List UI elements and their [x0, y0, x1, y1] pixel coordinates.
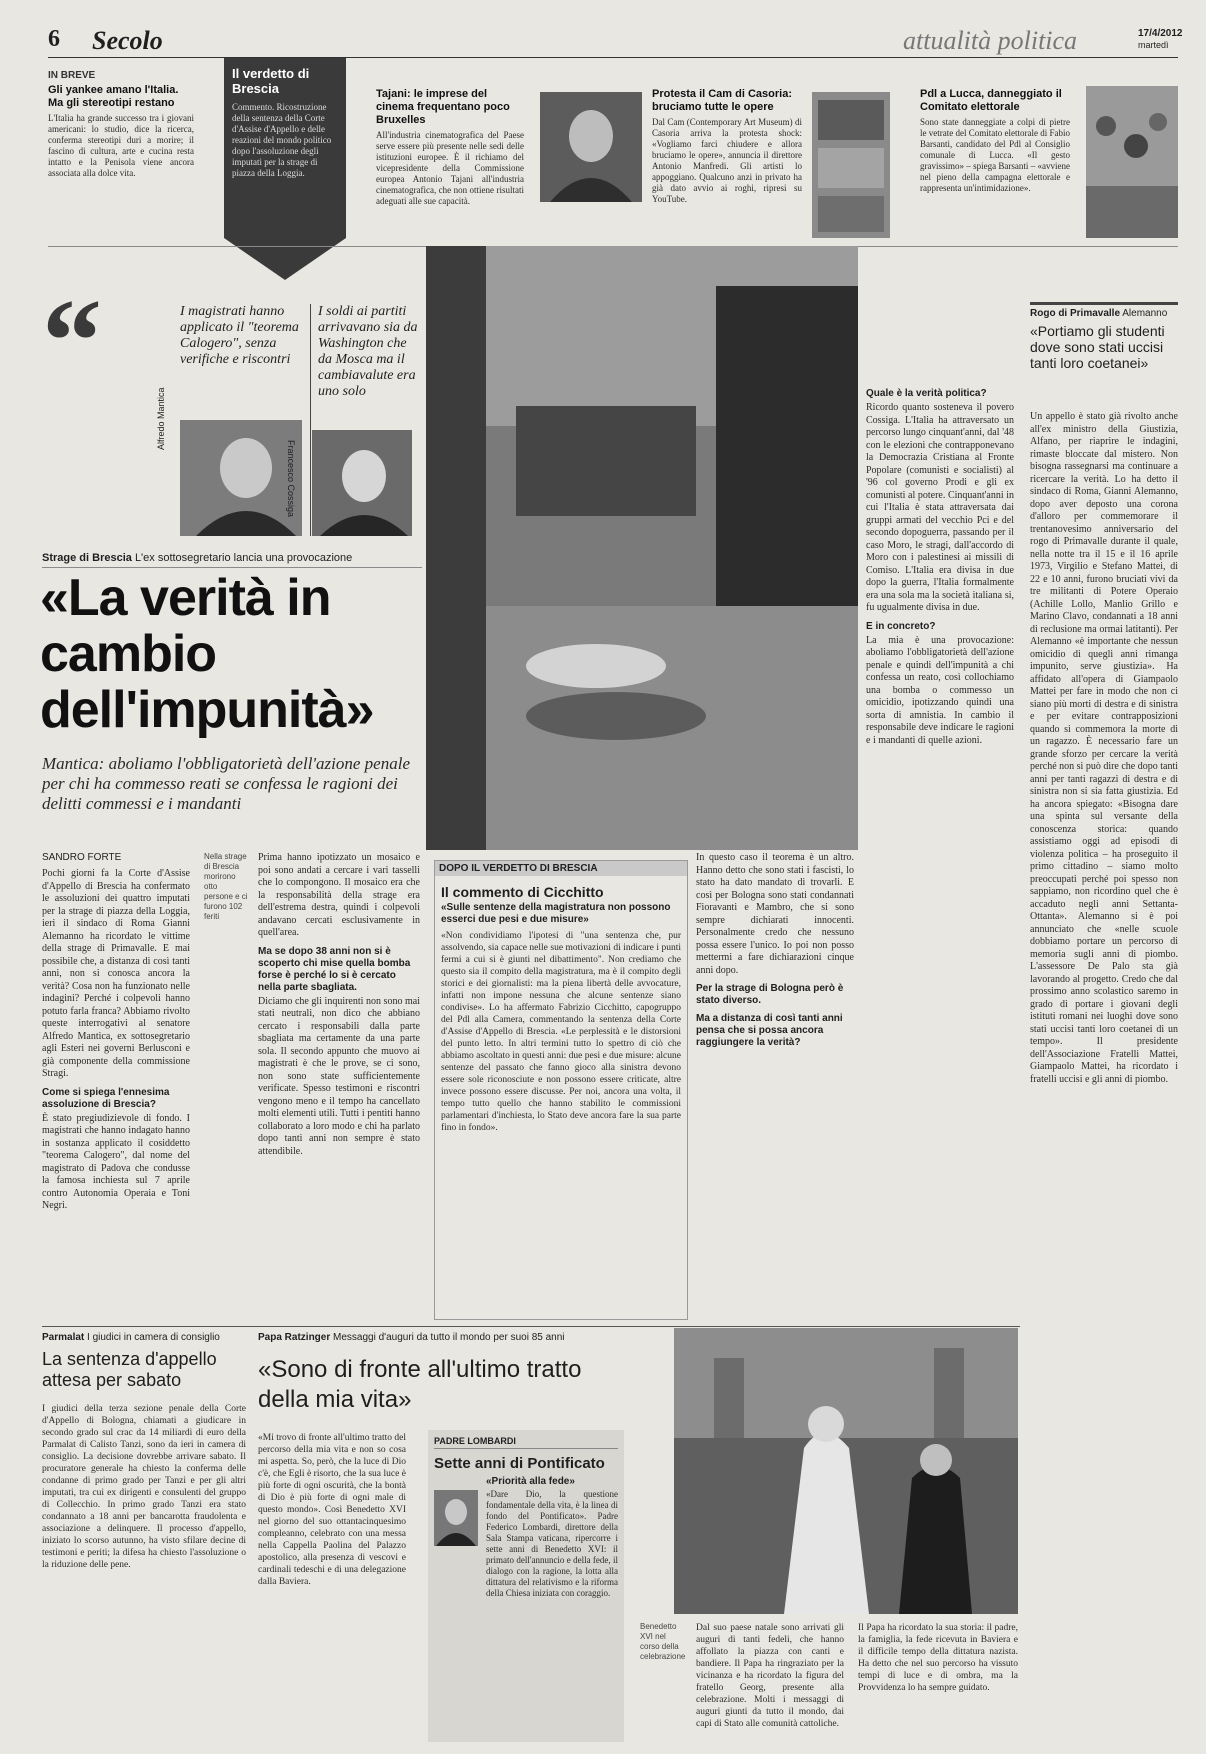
quote-cossiga: [318, 304, 420, 400]
verdetto-title: Il verdetto di Brescia: [232, 66, 310, 96]
in-breve-title: Gli yankee amano l'Italia. Ma gli stereotipi restano: [48, 84, 179, 109]
cicchitto-box-label: DOPO IL VERDETTO DI BRESCIA: [435, 861, 687, 876]
verdetto-box: [224, 58, 346, 238]
main-col3b-text: La mia è una provocazione: aboliamo l'obbligatorietà dell'azione penale e quindi dell'impunità a chi confessa un reato, così collochiamo una bomba o commesso un omicidio, ipotizzando quindi una sorta di amnistia. In cambio il responsabile deve indicare le ragioni e i mandanti di quelle azioni.: [866, 634, 1014, 746]
cicchitto-subtitle: «Sulle sentenze della magistratura non possono esserci due pesi e due misure»: [441, 902, 671, 925]
main-byline: SANDRO FORTE: [42, 852, 122, 863]
main-article-col1: [42, 868, 190, 1323]
main-col1b-text: È stato pregiudizievole di fondo. I magistrati che hanno indagato hanno in sostanza applicato il cosiddetto "teorema Calogero", dal nome del magistrato di Padova che condusse la famosa inchiesta sul 7 aprile contro Autonomia Operaia e Toni Negri.: [42, 1112, 190, 1211]
casoria-body: Dal Cam (Contemporary Art Museum) di Casoria arriva la protesta shock: «Vogliamo farci chiudere e allora bruciamo le opere», annuncia il direttore Antonio Manfredi. Gli artisti lo appoggiano. Qualcuno anzi in privato ha già dato avvio ai roghi, ripresi su YouTube.: [652, 117, 802, 204]
main-question-3: Quale è la verità politica?: [866, 388, 987, 399]
quote-marks-icon: “: [42, 274, 102, 407]
lombardi-photo: [434, 1490, 478, 1546]
main-col2b-text: Diciamo che gli inquirenti non sono mai stati neutrali, non dico che abbiano cercato i responsabili dalla parte sbagliata ma certamente da una parte sola. Il secondo appunto che muovo ai magistrati è che le prove, se ci sono, non sono state sufficientemente verificate. Spesso testimoni e riscontri vengono meno e il tempo ha cancellato molti elementi utili. Tutti i pentiti hanno collaborato a loro modo e chi ha parlato dopo tanti anni non sempre è stato attendibile.: [258, 995, 420, 1157]
cicchitto-body: «Non condividiamo l'ipotesi di "una sentenza che, pur assolvendo, sia capace nelle sue motivazioni di indicare i punti fermi a cui si è giunti nel dibattimento". Non crediamo che questo sia il compito della magistratura, ma è il compito degli storici e dei giornalisti: ma la piena libertà delle avvocature, infatti non impone nessuna che alcune sentenze siano condivise». Lo ha affermato Fabrizio Cicchitto, capogruppo del Pdl alla Camera, commentando la sentenza della Corte d'Assise d'Appello di Brescia. «Le perplessità e le distorsioni del punto letto. In altri termini tutto lo spettro di ciò che abbiamo ascoltato in questi anni: due pesi e due misure: alcune sentenze del passato che fanno gioco alla sinistra devono essere sole riconosciute e non possono essere criticate, altre invece possono essere discusse. Per noi, ancora una volta, il tempo tutto quello che hanno stabilito le commissioni parlamentari d'inchiesta, lo Stato deve ancora fare la sua parte fino in fondo».: [441, 931, 681, 1133]
mantica-photo-caption: Alfredo Mantica: [156, 387, 166, 450]
main-question-1: Come si spiega l'ennesima assoluzione di Brescia?: [42, 1086, 170, 1110]
quote-mantica: [180, 304, 300, 368]
parmalat-article: [42, 1332, 246, 1742]
tajani-portrait-image: [540, 92, 642, 202]
papa-body-1: «Mi trovo di fronte all'ultimo tratto del percorso della mia vita e non so cosa mi aspetta. So, però, che la luce di Dio c'è, che Egli è risorto, che la sua luce è più forte di ogni oscurità, che la bontà di Dio è più forte di ogni male di questo mondo». Così Benedetto XVI nel giorno del suo ottantacinquesimo compleanno, celebrato con una messa nella Cappella Paolina del Palazzo apostolico, alla presenza di vescovi e cardinali tedeschi e di una delegazione dalla Baviera.: [258, 1433, 406, 1587]
in-breve-box: [48, 70, 194, 230]
main-question-6: Per la strage di Bologna però è stato diverso.: [696, 983, 844, 1006]
tajani-photo: [540, 92, 642, 202]
mantica-portrait-image: [180, 420, 302, 536]
mantica-photo: [180, 420, 302, 536]
quote-cossiga-text: I soldi ai partiti arrivavano sia da Washington che da Mosca ma il cambiavalute era uno solo: [318, 304, 418, 399]
main-question-4: E in concreto?: [866, 620, 936, 632]
quote-mantica-text: I magistrati hanno applicato il "teorema Calogero", senza verifiche e riscontri: [180, 304, 299, 367]
main-kicker-bold: Strage di Brescia: [42, 552, 132, 564]
cossiga-portrait-image: [312, 430, 412, 536]
section-title: attualità politica: [903, 26, 1078, 55]
papa-col2: [696, 1622, 844, 1742]
parmalat-kicker-bold: Parmalat: [42, 1332, 85, 1343]
parmalat-body: I giudici della terza sezione penale della Corte d'Appello di Bologna, chiamati a giudicare in secondo grado sul crac da 14 miliardi di euro della Parmalat di Calisto Tanzi, sono da ieri in camera di consiglio. La decisione dovrebbe arrivare sabato. Il procuratore generale ha chiesto la conferma delle condanne di primo grado per Tanzi e per gli altri imputati, tra cui ex dirigenti e consulenti del gruppo di Collecchio. In primo grado Tanzi era stato condannato a 18 anni per bancarotta fraudolenta e associazione a delinquere. Il processo d'appello, iniziato lo scorso autunno, ha visto sfilare decine di testimoni e periti; la difesa ha chiesto l'assoluzione o la riduzione delle pene.: [42, 1404, 246, 1570]
cossiga-photo-caption: Francesco Cossiga: [286, 440, 296, 518]
papa-col1: [258, 1432, 406, 1742]
papa-photo-caption: Benedetto XVI nel corso della celebrazione: [640, 1622, 686, 1661]
main-headline: «La verità in cambio dell'impunità»: [40, 569, 374, 739]
lombardi-portrait-image: [434, 1490, 478, 1546]
lucca-crowd-image: [1086, 86, 1178, 238]
cicchitto-title: Il commento di Cicchitto: [441, 884, 604, 900]
main-article-col3: [866, 308, 1014, 1323]
main-col4-text: In questo caso il teorema è un altro. Hanno detto che sono stati i fascisti, lo stato ha dato mandato di trovarli. E così per Bologna sono stati condannati Fioravanti e Mambro, che si sono sempre dichiarati innocenti. Personalmente credo che nessuno possa essere l'unico. Io poi non posso mettermi a fare dichiarazioni cinque anni dopo.: [696, 852, 854, 976]
main-question-5: Ma a distanza di così tanti anni pensa che si possa ancora raggiungere la verità?: [696, 1013, 843, 1048]
lucca-title: Pdl a Lucca, danneggiato il Comitato elettorale: [920, 88, 1062, 113]
bottom-divider: [42, 1326, 1020, 1327]
parmalat-title: La sentenza d'appello attesa per sabato: [42, 1349, 217, 1390]
in-breve-kicker: IN BREVE: [48, 70, 96, 81]
main-col3-text: Ricordo quanto sosteneva il povero Cossiga. L'Italia ha attraversato un percorso lungo cinquant'anni, dal '48 con le elezioni che contrapponevano la Democrazia Cristiana al Fronte Popolare (comunisti e socialisti) al '96 col governo Prodi e gli ex comunisti al potere. Cinquant'anni in cui l'Italia è stata attraversata dai gruppi armati del vecchio Pci e del secondo dopoguerra, passando per il caso Moro, le stragi, dall'accordo di Moro con i palestinesi ai missili di Comiso. L'Italia era divisa in due dopo la guerra, l'Italia formalmente era una sola ma la società italiana si, fu ugualmente divisa in due.: [866, 402, 1014, 613]
main-article-kicker: [42, 552, 422, 564]
papa-kicker-text: Messaggi d'auguri da tutto il mondo per suoi 85 anni: [333, 1332, 565, 1343]
main-col2-text: Prima hanno ipotizzato un mosaico e poi sono andati a cercare i vari tasselli che lo compongono. Il mosaico era che la responsabilità della strage era dell'estrema destra, quindi i colpevoli andavano cercati esclusivamente in quell'area.: [258, 852, 420, 938]
cossiga-photo: [312, 430, 412, 536]
tajani-item: [376, 88, 524, 238]
paper-name: Secolo: [92, 26, 163, 55]
padre-body-wrap: [486, 1476, 618, 1727]
main-article-col4: [696, 852, 854, 1323]
verdetto-body: Commento. Ricostruzione della sentenza della Corte d'Assise d'Appello e delle reazioni del mondo politico dopo l'assoluzione degli imputati per la strage di piazza della Loggia.: [232, 102, 332, 178]
primavalle-kicker-bold: Rogo di Primavalle: [1030, 308, 1121, 319]
cicchitto-box: [434, 860, 688, 1320]
papa-col3: [858, 1622, 1018, 1742]
quote-divider: [310, 304, 311, 536]
page-number: 6: [48, 26, 60, 52]
tajani-body: All'industria cinematografica del Paese serve essere più presente nelle sedi delle istituzioni europee. È il richiamo del vicepresidente della Commissione europea Antonio Tajani all'industria cinematografica, che non ottiene risultati adeguati alle sue capacità.: [376, 130, 524, 206]
padre-subtitle: «Priorità alla fede»: [486, 1476, 575, 1487]
brescia-scene-image: [426, 246, 858, 850]
issue-date: 17/4/2012: [1138, 28, 1183, 39]
parmalat-kicker-text: I giudici in camera di consiglio: [87, 1332, 220, 1343]
main-col1-text: Pochi giorni fa la Corte d'Assise d'Appello di Brescia ha confermato le assoluzioni dei quattro imputati per la strage di piazza della Loggia, ieri il sindaco di Roma Gianni Alemanno ha ricordato le vittime della strage di Primavalle. E mai possibile che, a distanza di così tanti anni, non si conosca ancora la verità? Cosa non ha funzionato nelle indagini? Perché i colpevoli hanno potuto farla franca? Abbiamo rivolto queste interrogativi al senatore Alfredo Mantica, ex sottosegretario agli Esteri nei governi Berlusconi e già componente della commissione Stragi.: [42, 868, 190, 1079]
primavalle-title: «Portiamo gli studenti dove sono stati uccisi tanti loro coetanei»: [1030, 323, 1165, 371]
kicker-underline: [42, 567, 422, 568]
padre-body: «Dare Dio, la questione fondamentale della vita, è la linea di fondo del Pontificato». Padre Federico Lombardi, direttore della Sala Stampa vaticana, ripercorre i sette anni di Benedetto XVI: il primato dell'annuncio e della fede, il dialogo con la ragione, la lotta alla dittatura del relativismo e la riforma della Chiesa iniziata con coraggio.: [486, 1489, 618, 1598]
casoria-photo: [812, 92, 890, 238]
padre-lombardi-box: [428, 1430, 624, 1742]
casoria-item: [652, 88, 802, 238]
main-question-2: Ma se dopo 38 anni non si è scoperto chi mise quella bomba forse è perché lo si è cercato nella parte sbagliata.: [258, 945, 411, 993]
masthead: [48, 24, 1183, 58]
parmalat-kicker: [42, 1332, 246, 1343]
primavalle-kicker-text: Alemanno: [1122, 308, 1168, 319]
in-breve-body: L'Italia ha grande successo tra i giovani americani: lo studio, dice la ricerca, conferma stereotipi duri a morire; il fascino di cultura, arte e cucina resta intatto e la Penisola viene ancora associata alla dolce vita.: [48, 113, 194, 178]
papa-kicker: [258, 1332, 672, 1343]
lucca-body: Sono state danneggiate a colpi di pietre le vetrate del Comitato elettorale di Fabio Barsanti, candidato del Pdl al Consiglio comunale di Lucca. «Il gesto gravissimo» – spiega Barsanti – «avviene nel pieno della campagna elettorale e rappresenta un'intimidazione».: [920, 117, 1070, 193]
main-subhead: Mantica: aboliamo l'obbligatorietà dell'azione penale per chi ha commesso reati se confessa le ragioni dei delitti commessi e i mandanti: [42, 754, 410, 813]
primavalle-kicker: [1030, 302, 1178, 319]
main-kicker-text: L'ex sottosegretario lancia una provocazione: [134, 552, 353, 564]
papa-title: «Sono di fronte all'ultimo tratto della mia vita»: [258, 1356, 582, 1413]
tajani-title: Tajani: le imprese del cinema frequentano poco Bruxelles: [376, 88, 510, 126]
padre-title: Sette anni di Pontificato: [434, 1455, 605, 1472]
lucca-item: [920, 88, 1070, 238]
papa-body-2: Dal suo paese natale sono arrivati gli auguri di tanti fedeli, che hanno affollato la piazza con canti e bandiere. Il Papa ha ringraziato per la vicinanza e ha ricordato la figura del fratello Georg, presente alla celebrazione. Molti i messaggi di auguri giunti da tutto il mondo, dai capi di Stato alle comunità cattoliche.: [696, 1623, 844, 1729]
papa-scene-image: [674, 1328, 1018, 1614]
brescia-photo-caption: Nella strage di Brescia morirono otto persone e ci furono 102 feriti: [204, 852, 248, 921]
lucca-photo: [1086, 86, 1178, 238]
padre-byline: PADRE LOMBARDI: [434, 1436, 618, 1449]
casoria-artwork-image: [812, 92, 890, 238]
main-article-col2: [258, 852, 420, 1323]
papa-kicker-bold: Papa Ratzinger: [258, 1332, 331, 1343]
primavalle-body: Un appello è stato già rivolto anche all'ex ministro della Giustizia, Alfano, per riaprire le indagini, rimaste bloccate dal mistero. Non bisogna rassegnarsi ma continuare a ricercare la verità. Lo ha detto il sindaco di Roma, Gianni Alemanno, dopo aver deposto una corona d'alloro per commemorare il trentanovesimo anniversario del rogo di Primavalle durante il quale, nella notte tra il 15 e il 16 aprile 1973, Virgilio e Stefano Mattei, di 22 e 10 anni, furono bruciati vivi da tre militanti di Potere Operaio (Achille Lollo, Manlio Grillo e Marino Clavo, condannati a 18 anni di reclusione ma ormai latitanti). Per Alemanno «è importante che nessun omicidio di quegli anni rimanga impunito, serve giustizia». Ha affidato all'opera di Giampaolo Mattei per fare in modo che non ci siano più morti di destra e di sinistra e per evitare contrapposizioni quando si commemora la morte di un ragazzo. È necessario fare un grande sforzo per cercare la verità perché non si può dire che dopo tanti anni per tanti ragazzi di destra e di sinistra non si sia fatta giustizia. Ed ha ancora spiegato: «Bisogna dare una spinta sul versante della conoscenza storica: quando assistiamo oggi ad episodi di violenza politica – ha proseguito il primo cittadino – siamo molto preoccupati perché poi spesso non sappiamo, non ricordino quel che è accaduto negli anni Settanta-Ottanta». Alemanno si è poi annunciato che «nelle scuole dobbiamo portare un percorso di memoria sugli anni di piombo. L'assessore De Palo sta già lavorando al progetto. Credo che dal prossimo anno scolastico saremo in grado di portare i giovani degli istituti romani nei luoghi dove sono stati uccisi tanti loro coetanei di un tempo». Il presidente dell'Associazione Fratelli Mattei, Giampaolo Mattei, ha ricordato i fratelli uccisi e gli anni di piombo.: [1030, 411, 1178, 1085]
papa-photo: [674, 1328, 1018, 1614]
issue-weekday: martedì: [1138, 40, 1169, 50]
brescia-photo: [426, 246, 858, 850]
casoria-title: Protesta il Cam di Casoria: bruciamo tutte le opere: [652, 88, 792, 113]
primavalle-article: [1030, 302, 1178, 1752]
papa-body-3: Il Papa ha ricordato la sua storia: il padre, la famiglia, la fede ricevuta in Baviera e il difficile tempo della dittatura nazista. Ha detto che nel suo percorso ha vissuto tempi di luce e di ombra, ma la Provvidenza lo ha sempre guidato.: [858, 1623, 1018, 1693]
verdetto-arrow: [224, 238, 346, 280]
